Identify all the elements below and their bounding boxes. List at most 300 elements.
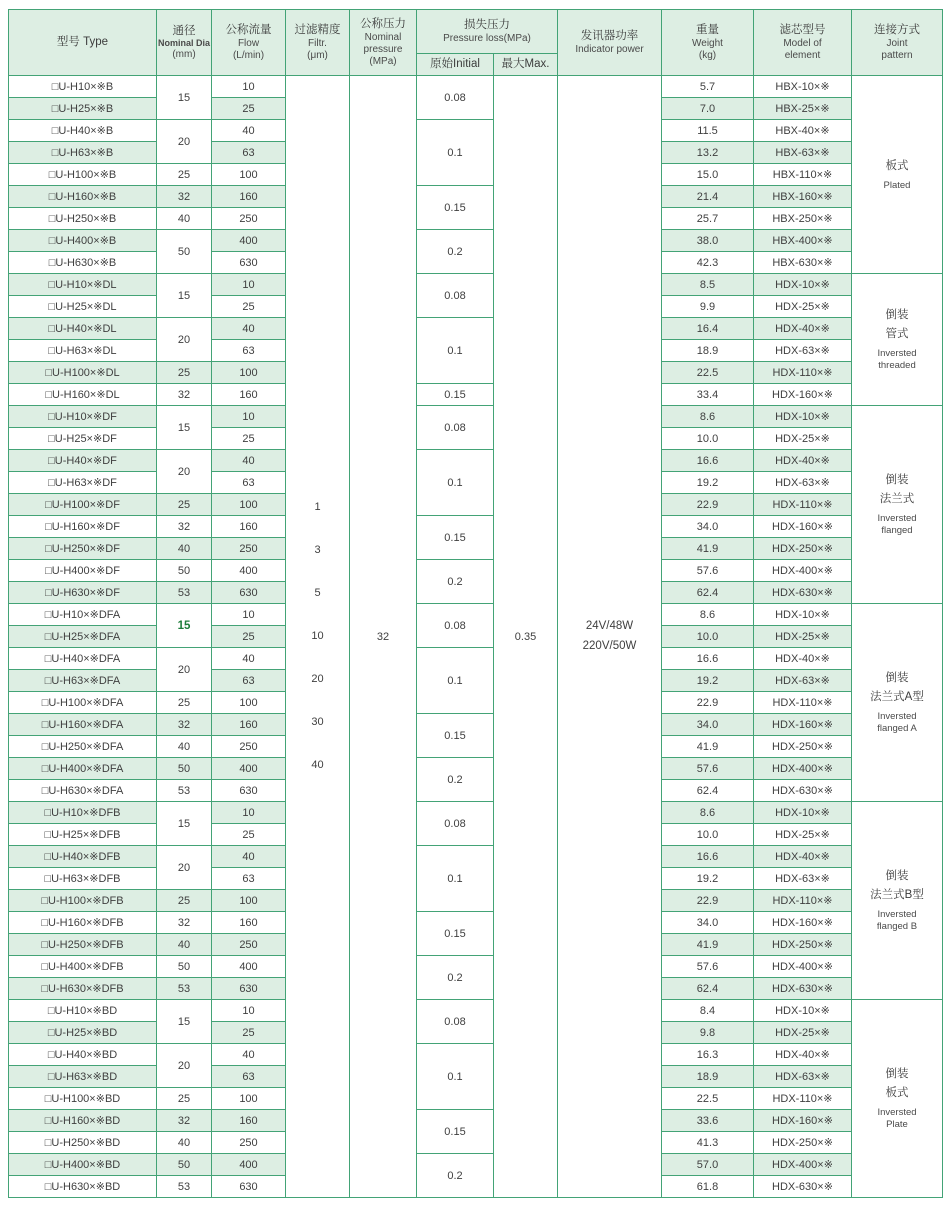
weight-cell: 10.0: [662, 626, 754, 648]
nominal-dia-cell: 15: [157, 1000, 212, 1044]
flow-cell: 250: [212, 1132, 286, 1154]
header-type: [9, 10, 157, 76]
joint-pattern-zh-line: 倒装: [885, 870, 909, 883]
filtration-value: 40: [311, 759, 324, 771]
filtration-value: 3: [314, 544, 321, 556]
weight-cell: 41.9: [662, 736, 754, 758]
pressure-initial-cell: 0.1: [417, 846, 494, 912]
weight-cell: 7.0: [662, 98, 754, 120]
pressure-initial-cell: 0.2: [417, 956, 494, 1000]
element-model-cell: HDX-110×※: [754, 890, 852, 912]
flow-cell: 63: [212, 472, 286, 494]
joint-pattern-cell: [852, 76, 943, 274]
header-filtr-en: Filtr.: [308, 37, 327, 49]
nominal-dia-cell: 25: [157, 494, 212, 516]
flow-cell: 10: [212, 274, 286, 296]
filtration-cell: [286, 76, 350, 1198]
nominal-dia-cell: 20: [157, 120, 212, 164]
model-type-cell: □U-H40×※DL: [9, 318, 157, 340]
flow-cell: 400: [212, 230, 286, 252]
flow-cell: 400: [212, 1154, 286, 1176]
model-type-cell: □U-H63×※DL: [9, 340, 157, 362]
element-model-cell: HDX-110×※: [754, 692, 852, 714]
nominal-dia-cell: 25: [157, 890, 212, 912]
header-joint-en1: Joint: [886, 37, 908, 49]
element-model-cell: HDX-40×※: [754, 648, 852, 670]
model-type-cell: □U-H63×※BD: [9, 1066, 157, 1088]
model-type-cell: □U-H63×※DF: [9, 472, 157, 494]
weight-cell: 33.4: [662, 384, 754, 406]
header-pl-zh: 损失压力: [464, 19, 510, 32]
weight-cell: 22.5: [662, 362, 754, 384]
nominal-dia-cell: 15: [157, 604, 212, 648]
header-np-zh: 公称压力: [360, 18, 406, 31]
header-flow-en: Flow: [237, 37, 260, 49]
joint-pattern-en-line: threaded: [878, 360, 916, 372]
nominal-dia-cell: 32: [157, 384, 212, 406]
joint-pattern-zh-line: 板式: [885, 159, 909, 172]
flow-cell: 400: [212, 758, 286, 780]
joint-pattern-cell: [852, 406, 943, 604]
model-type-cell: □U-H63×※B: [9, 142, 157, 164]
element-model-cell: HDX-25×※: [754, 626, 852, 648]
flow-cell: 63: [212, 142, 286, 164]
model-type-cell: □U-H400×※DFA: [9, 758, 157, 780]
flow-cell: 630: [212, 978, 286, 1000]
element-model-cell: HDX-40×※: [754, 318, 852, 340]
flow-cell: 250: [212, 538, 286, 560]
pressure-initial-cell: 0.08: [417, 406, 494, 450]
nominal-dia-cell: 50: [157, 1154, 212, 1176]
header-ind-zh: 发讯器功率: [580, 30, 639, 43]
nominal-dia-cell: 20: [157, 318, 212, 362]
header-joint-en2: pattern: [881, 49, 913, 61]
model-type-cell: □U-H100×※B: [9, 164, 157, 186]
filtration-value: 30: [311, 716, 324, 728]
weight-cell: 8.6: [662, 406, 754, 428]
model-type-cell: □U-H25×※DF: [9, 428, 157, 450]
model-type-cell: □U-H400×※BD: [9, 1154, 157, 1176]
joint-pattern-zh-line: 倒装: [885, 1068, 909, 1081]
nominal-dia-cell: 32: [157, 186, 212, 208]
model-type-cell: □U-H40×※DFA: [9, 648, 157, 670]
element-model-cell: HDX-250×※: [754, 736, 852, 758]
flow-cell: 160: [212, 186, 286, 208]
pressure-initial-cell: 0.1: [417, 120, 494, 186]
element-model-cell: HDX-10×※: [754, 1000, 852, 1022]
weight-cell: 34.0: [662, 516, 754, 538]
joint-pattern-en-line: Inversted: [877, 513, 917, 525]
element-model-cell: HDX-63×※: [754, 472, 852, 494]
flow-cell: 100: [212, 494, 286, 516]
nominal-dia-cell: 15: [157, 76, 212, 120]
element-model-cell: HDX-63×※: [754, 868, 852, 890]
header-flow-zh: 公称流量: [225, 24, 272, 37]
element-model-cell: HDX-25×※: [754, 824, 852, 846]
header-nominal-dia: [157, 10, 212, 76]
pressure-initial-cell: 0.1: [417, 648, 494, 714]
pressure-initial-cell: 0.08: [417, 604, 494, 648]
joint-pattern-zh-line: 法兰式A型: [870, 690, 924, 703]
weight-cell: 13.2: [662, 142, 754, 164]
flow-cell: 630: [212, 1176, 286, 1198]
model-type-cell: □U-H100×※BD: [9, 1088, 157, 1110]
header-joint-zh: 连接方式: [874, 24, 920, 37]
flow-cell: 250: [212, 934, 286, 956]
pressure-initial-cell: 0.2: [417, 758, 494, 802]
flow-cell: 160: [212, 714, 286, 736]
element-model-cell: HDX-630×※: [754, 978, 852, 1000]
header-dia-zh: 通径: [172, 24, 196, 37]
joint-pattern-cell: [852, 1000, 943, 1198]
header-pl-en: Pressure loss(MPa): [443, 32, 531, 44]
element-model-cell: HBX-10×※: [754, 76, 852, 98]
weight-cell: 19.2: [662, 670, 754, 692]
element-model-cell: HDX-40×※: [754, 450, 852, 472]
nominal-dia-cell: 25: [157, 164, 212, 186]
filtration-value: 5: [314, 587, 321, 599]
joint-pattern-en-line: Plate: [886, 1119, 908, 1131]
nominal-dia-cell: 40: [157, 538, 212, 560]
nominal-dia-cell: 50: [157, 956, 212, 978]
model-type-cell: □U-H10×※DFB: [9, 802, 157, 824]
element-model-cell: HDX-400×※: [754, 560, 852, 582]
model-type-cell: □U-H10×※DL: [9, 274, 157, 296]
filtration-value: 1: [314, 501, 321, 513]
flow-cell: 160: [212, 384, 286, 406]
weight-cell: 19.2: [662, 472, 754, 494]
header-filtr-zh: 过滤精度: [294, 24, 341, 37]
model-type-cell: □U-H40×※BD: [9, 1044, 157, 1066]
nominal-dia-cell: 40: [157, 736, 212, 758]
pressure-initial-cell: 0.2: [417, 1154, 494, 1198]
weight-cell: 22.9: [662, 494, 754, 516]
model-type-cell: □U-H25×※DFB: [9, 824, 157, 846]
nominal-dia-cell: 25: [157, 1088, 212, 1110]
model-type-cell: □U-H40×※B: [9, 120, 157, 142]
weight-cell: 25.7: [662, 208, 754, 230]
indicator-power-cell: [558, 76, 662, 1198]
element-model-cell: HDX-63×※: [754, 1066, 852, 1088]
header-np-en2: pressure: [363, 43, 403, 55]
model-type-cell: □U-H400×※DFB: [9, 956, 157, 978]
model-type-cell: □U-H160×※DF: [9, 516, 157, 538]
pressure-initial-cell: 0.15: [417, 516, 494, 560]
nominal-dia-cell: 32: [157, 1110, 212, 1132]
flow-cell: 10: [212, 406, 286, 428]
header-flow: [212, 10, 286, 76]
weight-cell: 62.4: [662, 978, 754, 1000]
model-type-cell: □U-H160×※DFB: [9, 912, 157, 934]
joint-pattern-en-line: flanged B: [876, 921, 918, 933]
model-type-cell: □U-H400×※DF: [9, 560, 157, 582]
weight-cell: 38.0: [662, 230, 754, 252]
header-model-zh: 滤芯型号: [779, 24, 826, 37]
model-type-cell: □U-H25×※DFA: [9, 626, 157, 648]
nominal-dia-cell: 32: [157, 912, 212, 934]
nominal-dia-cell: 20: [157, 450, 212, 494]
nominal-dia-cell: 25: [157, 692, 212, 714]
model-type-cell: □U-H160×※BD: [9, 1110, 157, 1132]
model-type-cell: □U-H250×※DFA: [9, 736, 157, 758]
element-model-cell: HDX-25×※: [754, 1022, 852, 1044]
header-weight-en: Weight: [692, 37, 723, 49]
model-type-cell: □U-H250×※DF: [9, 538, 157, 560]
element-model-cell: HDX-63×※: [754, 670, 852, 692]
header-ind-en: Indicator power: [575, 43, 644, 55]
model-type-cell: □U-H10×※B: [9, 76, 157, 98]
nominal-dia-cell: 53: [157, 780, 212, 802]
model-type-cell: □U-H630×※DFA: [9, 780, 157, 802]
weight-cell: 62.4: [662, 582, 754, 604]
pressure-max-cell: 0.35: [494, 76, 558, 1198]
header-weight-unit: (kg): [698, 49, 717, 61]
weight-cell: 8.6: [662, 802, 754, 824]
flow-cell: 25: [212, 98, 286, 120]
weight-cell: 16.3: [662, 1044, 754, 1066]
weight-cell: 18.9: [662, 1066, 754, 1088]
joint-pattern-zh-line: 管式: [885, 327, 909, 340]
weight-cell: 8.4: [662, 1000, 754, 1022]
joint-pattern-en-line: Inversted: [877, 348, 917, 360]
nominal-dia-cell: 20: [157, 846, 212, 890]
weight-cell: 18.9: [662, 340, 754, 362]
model-type-cell: □U-H630×※B: [9, 252, 157, 274]
element-model-cell: HDX-400×※: [754, 956, 852, 978]
weight-cell: 57.6: [662, 758, 754, 780]
flow-cell: 160: [212, 912, 286, 934]
element-model-cell: HDX-25×※: [754, 296, 852, 318]
weight-cell: 57.6: [662, 956, 754, 978]
model-type-cell: □U-H40×※DF: [9, 450, 157, 472]
header-nominal-pressure: [350, 10, 417, 76]
header-np-en1: Nominal: [364, 31, 402, 43]
joint-pattern-zh-line: 法兰式B型: [870, 888, 924, 901]
header-pressure-initial: [417, 54, 494, 76]
element-model-cell: HDX-400×※: [754, 758, 852, 780]
element-model-cell: HBX-40×※: [754, 120, 852, 142]
model-type-cell: □U-H25×※DL: [9, 296, 157, 318]
element-model-cell: HDX-630×※: [754, 1176, 852, 1198]
model-type-cell: □U-H63×※DFB: [9, 868, 157, 890]
weight-cell: 22.9: [662, 890, 754, 912]
element-model-cell: HBX-630×※: [754, 252, 852, 274]
joint-pattern-zh-line: 倒装: [885, 309, 909, 322]
nominal-dia-cell: 20: [157, 1044, 212, 1088]
element-model-cell: HDX-160×※: [754, 714, 852, 736]
joint-pattern-cell: [852, 802, 943, 1000]
weight-cell: 8.6: [662, 604, 754, 626]
weight-cell: 9.9: [662, 296, 754, 318]
element-model-cell: HBX-25×※: [754, 98, 852, 120]
flow-cell: 40: [212, 648, 286, 670]
header-type-label: 型号 Type: [56, 36, 109, 49]
weight-cell: 62.4: [662, 780, 754, 802]
weight-cell: 34.0: [662, 714, 754, 736]
element-model-cell: HDX-250×※: [754, 538, 852, 560]
nominal-dia-cell: 40: [157, 934, 212, 956]
flow-cell: 630: [212, 582, 286, 604]
weight-cell: 10.0: [662, 824, 754, 846]
pressure-initial-cell: 0.15: [417, 714, 494, 758]
flow-cell: 63: [212, 340, 286, 362]
element-model-cell: HDX-160×※: [754, 516, 852, 538]
weight-cell: 8.5: [662, 274, 754, 296]
element-model-cell: HDX-630×※: [754, 780, 852, 802]
flow-cell: 630: [212, 252, 286, 274]
weight-cell: 16.6: [662, 846, 754, 868]
pressure-initial-cell: 0.1: [417, 1044, 494, 1110]
nominal-dia-cell: 53: [157, 582, 212, 604]
element-model-cell: HDX-250×※: [754, 934, 852, 956]
nominal-dia-cell: 50: [157, 560, 212, 582]
flow-cell: 10: [212, 604, 286, 626]
joint-pattern-en-line: Plated: [883, 180, 911, 192]
element-model-cell: HDX-160×※: [754, 384, 852, 406]
weight-cell: 21.4: [662, 186, 754, 208]
weight-cell: 16.4: [662, 318, 754, 340]
nominal-dia-cell: 15: [157, 802, 212, 846]
joint-pattern-zh-line: 倒装: [885, 474, 909, 487]
weight-cell: 9.8: [662, 1022, 754, 1044]
pressure-initial-cell: 0.08: [417, 274, 494, 318]
header-model-en2: element: [784, 49, 821, 61]
header-pl-initial-label: 原始Initial: [430, 58, 480, 71]
element-model-cell: HDX-160×※: [754, 912, 852, 934]
flow-cell: 250: [212, 208, 286, 230]
weight-cell: 41.9: [662, 538, 754, 560]
flow-cell: 400: [212, 560, 286, 582]
indicator-power-line: 24V/48W: [585, 619, 634, 632]
weight-cell: 22.9: [662, 692, 754, 714]
flow-cell: 25: [212, 1022, 286, 1044]
element-model-cell: HDX-630×※: [754, 582, 852, 604]
nominal-dia-cell: 40: [157, 208, 212, 230]
flow-cell: 10: [212, 802, 286, 824]
nominal-dia-cell: 15: [157, 406, 212, 450]
table-header: [9, 10, 943, 76]
pressure-initial-cell: 0.15: [417, 1110, 494, 1154]
header-dia-en: Nominal Dia: [157, 38, 210, 49]
header-pressure-loss: [417, 10, 558, 54]
flow-cell: 40: [212, 450, 286, 472]
element-model-cell: HBX-400×※: [754, 230, 852, 252]
flow-cell: 100: [212, 362, 286, 384]
pressure-initial-cell: 0.08: [417, 802, 494, 846]
model-type-cell: □U-H100×※DFA: [9, 692, 157, 714]
pressure-initial-cell: 0.15: [417, 912, 494, 956]
header-indicator-power: [558, 10, 662, 76]
pressure-initial-cell: 0.1: [417, 450, 494, 516]
spec-table: [8, 9, 943, 1198]
joint-pattern-en-line: Inversted: [877, 711, 917, 723]
weight-cell: 34.0: [662, 912, 754, 934]
pressure-initial-cell: 0.2: [417, 560, 494, 604]
flow-cell: 63: [212, 1066, 286, 1088]
weight-cell: 61.8: [662, 1176, 754, 1198]
flow-cell: 25: [212, 296, 286, 318]
model-type-cell: □U-H40×※DFB: [9, 846, 157, 868]
flow-cell: 100: [212, 1088, 286, 1110]
flow-cell: 100: [212, 890, 286, 912]
joint-pattern-zh-line: 倒装: [885, 672, 909, 685]
element-model-cell: HDX-25×※: [754, 428, 852, 450]
flow-cell: 40: [212, 120, 286, 142]
pressure-initial-cell: 0.1: [417, 318, 494, 384]
joint-pattern-zh-line: 板式: [885, 1086, 909, 1099]
nominal-dia-cell: 15: [157, 274, 212, 318]
nominal-dia-cell: 20: [157, 648, 212, 692]
model-type-cell: □U-H100×※DL: [9, 362, 157, 384]
header-filtration: [286, 10, 350, 76]
element-model-cell: HDX-63×※: [754, 340, 852, 362]
joint-pattern-en-line: flanged: [881, 525, 913, 537]
nominal-dia-cell: 50: [157, 230, 212, 274]
element-model-cell: HDX-10×※: [754, 802, 852, 824]
flow-cell: 400: [212, 956, 286, 978]
model-type-cell: □U-H250×※B: [9, 208, 157, 230]
model-type-cell: □U-H100×※DFB: [9, 890, 157, 912]
weight-cell: 16.6: [662, 648, 754, 670]
model-type-cell: □U-H10×※BD: [9, 1000, 157, 1022]
flow-cell: 10: [212, 1000, 286, 1022]
header-model-en1: Model of: [783, 37, 822, 49]
element-model-cell: HBX-110×※: [754, 164, 852, 186]
flow-cell: 100: [212, 164, 286, 186]
nominal-dia-cell: 50: [157, 758, 212, 780]
flow-cell: 40: [212, 846, 286, 868]
element-model-cell: HBX-63×※: [754, 142, 852, 164]
model-type-cell: □U-H160×※DL: [9, 384, 157, 406]
joint-pattern-zh-line: 法兰式: [879, 492, 915, 505]
flow-cell: 40: [212, 318, 286, 340]
nominal-dia-cell: 53: [157, 1176, 212, 1198]
model-type-cell: □U-H160×※DFA: [9, 714, 157, 736]
model-type-cell: □U-H10×※DF: [9, 406, 157, 428]
weight-cell: 5.7: [662, 76, 754, 98]
element-model-cell: HDX-10×※: [754, 406, 852, 428]
weight-cell: 22.5: [662, 1088, 754, 1110]
pressure-initial-cell: 0.08: [417, 1000, 494, 1044]
pressure-initial-cell: 0.2: [417, 230, 494, 274]
element-model-cell: HDX-10×※: [754, 604, 852, 626]
flow-cell: 40: [212, 1044, 286, 1066]
pressure-initial-cell: 0.08: [417, 76, 494, 120]
flow-cell: 63: [212, 868, 286, 890]
flow-cell: 63: [212, 670, 286, 692]
flow-cell: 25: [212, 428, 286, 450]
nominal-pressure-cell: 32: [350, 76, 417, 1198]
weight-cell: 57.0: [662, 1154, 754, 1176]
element-model-cell: HDX-40×※: [754, 1044, 852, 1066]
model-type-cell: □U-H630×※DFB: [9, 978, 157, 1000]
filtration-value: 20: [311, 673, 324, 685]
flow-cell: 160: [212, 1110, 286, 1132]
spec-table-body: [9, 76, 943, 1198]
flow-cell: 25: [212, 626, 286, 648]
element-model-cell: HDX-110×※: [754, 1088, 852, 1110]
model-type-cell: □U-H63×※DFA: [9, 670, 157, 692]
header-filtr-unit: (μm): [307, 49, 328, 61]
joint-pattern-en-line: Inversted: [877, 1107, 917, 1119]
weight-cell: 41.9: [662, 934, 754, 956]
model-type-cell: □U-H630×※BD: [9, 1176, 157, 1198]
pressure-initial-cell: 0.15: [417, 384, 494, 406]
flow-cell: 100: [212, 692, 286, 714]
weight-cell: 19.2: [662, 868, 754, 890]
header-joint-pattern: [852, 10, 943, 76]
element-model-cell: HDX-110×※: [754, 494, 852, 516]
